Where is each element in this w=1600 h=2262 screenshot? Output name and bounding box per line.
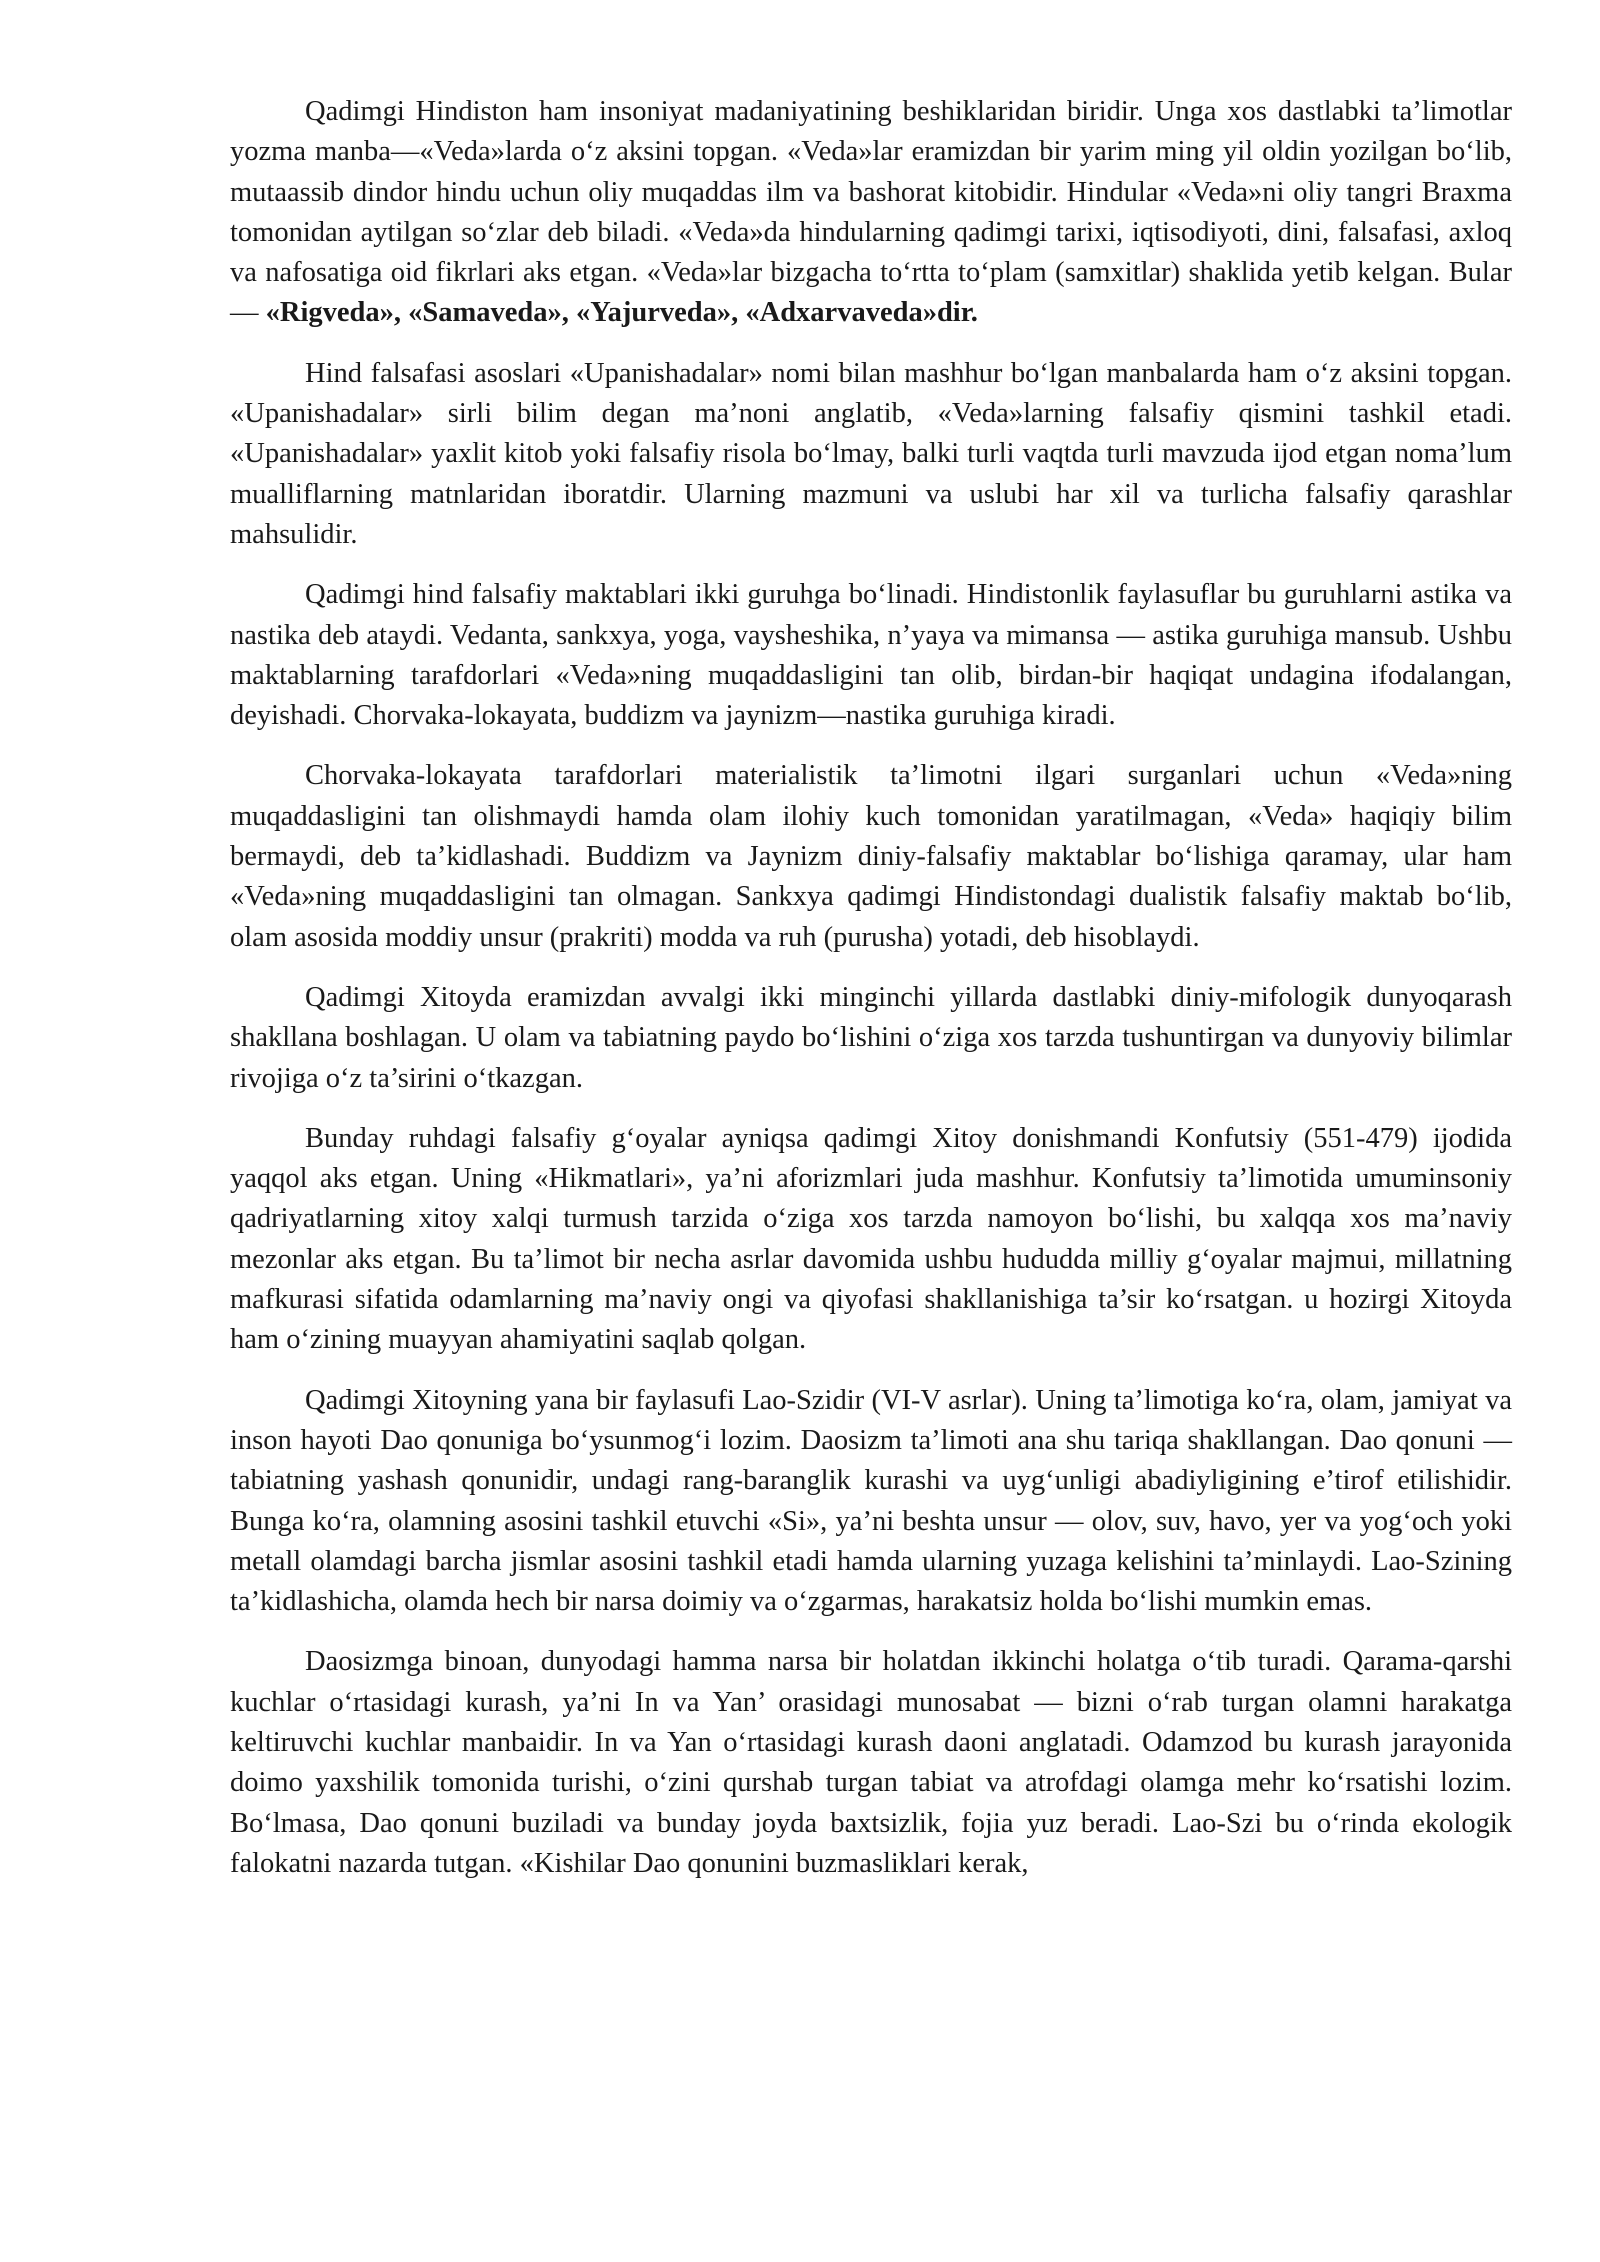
- paragraph-qadimgi-xitoy: Qadimgi Xitoyda eramizdan avvalgi ikki minginchi yillarda dastlabki diniy-mifologik dunyoqarash shakllana boshlagan. U olam va tabiatning paydo bo‘lishini o‘ziga xos tarzda tushuntirgan va dunyoviy bilimlar rivojiga o‘z ta’sirini o‘tkazgan.: [230, 981, 1512, 1094]
- document-page: [230, 92, 1512, 1904]
- paragraph-chorvaka-lokayata: Chorvaka-lokayata tarafdorlari materialistik ta’limotni ilgari surganlari uchun «Veda»ning muqaddasligini tan olishmaydi hamda olam ilohiy kuch tomonidan yaratilmagan, «Veda» haqiqiy bilim bermaydi, deb ta’kidlashadi. Buddizm va Jaynizm diniy-falsafiy maktablar bo‘lishiga qaramay, ular ham «Veda»ning muqaddasligini tan olmagan. Sankxya qadimgi Hindistondagi dualistik falsafiy maktab bo‘lib, olam asosida moddiy unsur (prakriti) modda va ruh (purusha) yotadi, deb hisoblaydi.: [230, 760, 1512, 953]
- paragraph-upanishadalar: Hind falsafasi asoslari «Upanishadalar» nomi bilan mashhur bo‘lgan manbalarda ham o‘z aksini topgan. «Upanishadalar» sirli bilim degan ma’noni anglatib, «Veda»larning falsafiy qismini tashkil etadi. «Upanishadalar» yaxlit kitob yoki falsafiy risola bo‘lmay, balki turli vaqtda turli mavzuda ijod etgan noma’lum mualliflarning matnlaridan iboratdir. Ularning mazmuni va uslubi har xil va turlicha falsafiy qarashlar mahsulidir.: [230, 357, 1512, 550]
- bold-veda-names: «Rigveda», «Samaveda», «Yajurveda», «Adxarvaveda»dir.: [265, 297, 978, 329]
- paragraph-veda: [230, 92, 1512, 334]
- paragraph-lao-szi: Qadimgi Xitoyning yana bir faylasufi Lao-Szidir (VI-V asrlar). Uning ta’limotiga ko‘ra, olam, jamiyat va inson hayoti Dao qonuniga bo‘ysunmog‘i lozim. Daosizm ta’limoti ana shu tariqa shakllangan. Dao qonuni — tabiatning yashash qonunidir, undagi rang-baranglik kurashi va uyg‘unligi abadiyligining e’tirof etilishidir. Bunga ko‘ra, olamning asosini tashkil etuvchi «Si», ya’ni beshta unsur — olov, suv, havo, yer va yog‘och yoki metall olamdagi barcha jismlar asosini tashkil etadi hamda ularning yuzaga kelishini ta’minlaydi. Lao-Szining ta’kidlashicha, olamda hech bir narsa doimiy va o‘zgarmas, harakatsiz holda bo‘lishi mumkin emas.: [230, 1384, 1512, 1618]
- paragraph-hind-maktablari: Qadimgi hind falsafiy maktablari ikki guruhga bo‘linadi. Hindistonlik faylasuflar bu guruhlarni astika va nastika deb ataydi. Vedanta, sankxya, yoga, vaysheshika, n’yaya va mimansa — astika guruhiga mansub. Ushbu maktablarning tarafdorlari «Veda»ning muqaddasligini tan olib, birdan-bir haqiqat undagina ifodalangan, deyishadi. Chorvaka-lokayata, buddizm va jaynizm—nastika guruhiga kiradi.: [230, 579, 1512, 732]
- paragraph-text: Qadimgi Hindiston ham insoniyat madaniyatining beshiklaridan biridir. Unga xos dastlabki ta’limotlar yozma manba—«Veda»larda o‘z aksini topgan. «Veda»lar eramizdan bir yarim ming yil oldin yozilgan bo‘lib, mutaassib dindor hindu uchun oliy muqaddas ilm va bashorat kitobidir. Hindular «Veda»ni oliy tangri Braxma tomonidan aytilgan so‘zlar deb biladi. «Veda»da hindularning qadimgi tarixi, iqtisodiyoti, dini, falsafasi, axloq va nafosatiga oid fikrlari aks etgan. «Veda»lar bizgacha to‘rtta to‘plam (samxitlar) shaklida yetib kelgan. Bular —: [230, 96, 1512, 329]
- paragraph-daosizm: Daosizmga binoan, dunyodagi hamma narsa bir holatdan ikkinchi holatga o‘tib turadi. Qarama-qarshi kuchlar o‘rtasidagi kurash, ya’ni In va Yan’ orasidagi munosabat — bizni o‘rab turgan olamni harakatga keltiruvchi kuchlar manbaidir. In va Yan o‘rtasidagi kurash daoni anglatadi. Odamzod bu kurash jarayonida doimo yaxshilik tomonida turishi, o‘zini qurshab turgan tabiat va atrofdagi olamga mehr ko‘rsatishi lozim. Bo‘lmasa, Dao qonuni buziladi va bunday joyda baxtsizlik, fojia yuz beradi. Lao-Szi bu o‘rinda ekologik falokatni nazarda tutgan. «Kishilar Dao qonunini buzmasliklari kerak,: [230, 1646, 1512, 1879]
- paragraph-konfutsiy: Bunday ruhdagi falsafiy g‘oyalar ayniqsa qadimgi Xitoy donishmandi Konfutsiy (551-479) ijodida yaqqol aks etgan. Uning «Hikmatlari», ya’ni aforizmlari juda mashhur. Konfutsiy ta’limotida umuminsoniy qadriyatlarning xitoy xalqi turmush tarzida o‘ziga xos tarzda namoyon bo‘lishi, bu xalqqa xos ma’naviy mezonlar aks etgan. Bu ta’limot bir necha asrlar davomida ushbu hududda milliy g‘oyalar majmui, millatning mafkurasi sifatida odamlarning ma’naviy ongi va qiyofasi shakllanishiga ta’sir ko‘rsatgan. u hozirgi Xitoyda ham o‘zining muayyan ahamiyatini saqlab qolgan.: [230, 1122, 1512, 1356]
